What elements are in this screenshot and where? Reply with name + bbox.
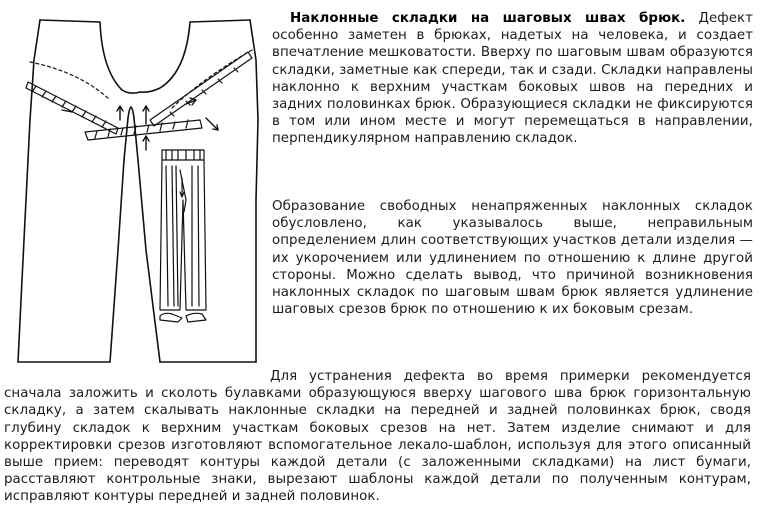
trousers-defect-illustration xyxy=(0,0,268,366)
article-title: Наклонные складки на шаговых швах брюк. xyxy=(290,11,686,26)
pattern-correction-line xyxy=(30,62,110,100)
paragraph-cause: Образование свободных ненапряженных наклонных складок обусловлено, как указывалось выше, неправильным определением длин соответствующих участков детали изделия — их укорочением или удлинением по отношению к длине другой стороны. Можно сделать вывод, что причиной возникновения наклонных складок по шаговым швам брюк является удлинение шаговых срезов брюк по отношению к их боковым срезам. xyxy=(272,199,753,318)
fold-depth-arrow xyxy=(62,98,218,150)
trousers-inset-figure xyxy=(160,150,206,322)
hatched-fold-strip xyxy=(26,52,252,140)
trousers-outline xyxy=(18,20,258,362)
paragraph-text: Дефект особенно заметен в брюках, надетых на человека, и создает впечатление мешковатости. Вверху по шаговым швам образуются складки, заметные как спереди, так и сзади. Складки направлены наклонно к верхним участкам боковых швов на передних и задних половинках брюк. Образующиеся складки не фиксируются в том или ином месте и могут перемещаться в направлении, перпендикулярном направлению складок. xyxy=(272,11,754,147)
paragraph-fix: Для устранения дефекта во время примерки рекомендуется сначала заложить и сколоть булавками образующуюся вверху шагового шва брюк горизонтальную складку, а затем скалывать наклонные складки на передней и задней половинках брюк, сводя глубину складок к верхним участкам боковых срезов на нет. Затем изделие снимают и для корректировки срезов изготовляют вспомогательное лекало-шаблон, используя для этого описанный выше прием: переводят контуры каждой детали (с заложенными складками) на лист бумаги, расставляют контрольные знаки, вырезают шаблоны каждой детали по полученным контурам, исправляют контуры передней и задней половинок. xyxy=(4,369,751,505)
paragraph-intro xyxy=(272,10,753,148)
